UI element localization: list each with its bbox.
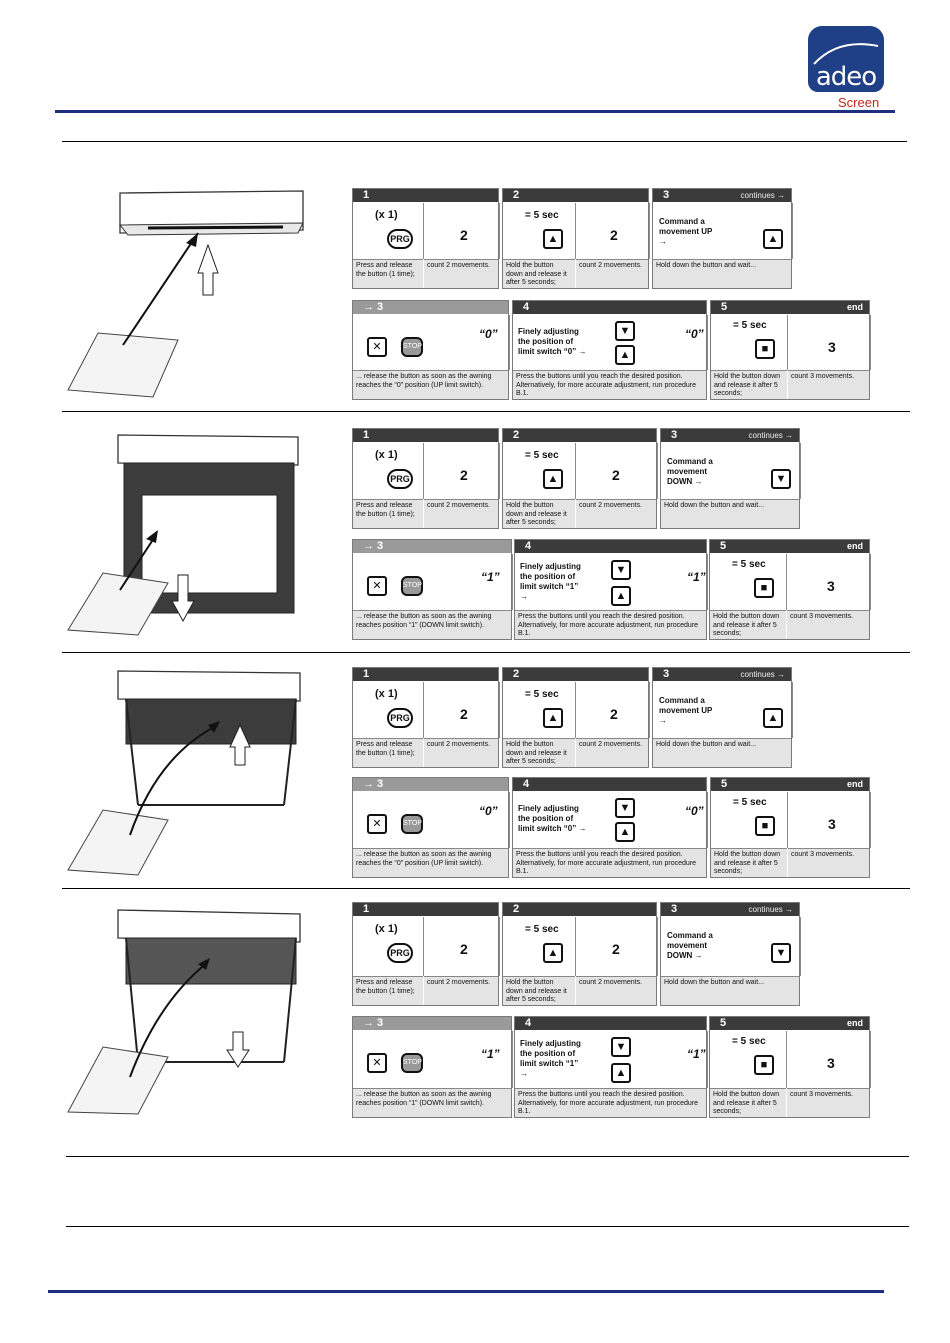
end-tag: end	[846, 779, 863, 789]
adjust-text: Finely adjusting the position of limit switch “1” →	[520, 562, 581, 601]
count-value: 2	[460, 467, 468, 483]
step-caption: count 2 movements.	[424, 499, 498, 528]
step-caption: Press the buttons until you reach the desired position. Alternatively, for more accurate adjustment, run procedure B.1.	[513, 848, 706, 877]
press-count: (x 1)	[375, 209, 398, 221]
down-button-icon: ▼	[771, 943, 791, 963]
step-number: → 3	[363, 1017, 384, 1029]
stop-sign-icon: STOP	[401, 814, 423, 834]
step-number: 5	[720, 540, 727, 552]
step-caption: count 2 movements.	[576, 738, 648, 767]
step-1-panel	[352, 188, 499, 289]
step-2-panel	[502, 428, 657, 529]
step-number: 2	[513, 189, 520, 201]
step-caption: count 3 movements.	[787, 1088, 869, 1117]
step-caption: Hold the button down and release it after 5 seconds;	[711, 848, 787, 877]
adjust-text: Finely adjusting the position of limit switch “1” →	[520, 1039, 581, 1078]
step-caption: count 3 movements.	[788, 370, 869, 399]
step-3b-panel	[352, 539, 512, 640]
step-2-panel	[502, 188, 649, 289]
step-5-panel	[710, 777, 870, 878]
stop-button-icon: ■	[755, 816, 775, 836]
step-caption: Hold the button down and release it after 5 seconds;	[503, 499, 575, 528]
brand-name: adeo	[815, 62, 877, 92]
divider-1	[62, 411, 910, 412]
command-text: Command a movement DOWN →	[667, 457, 713, 486]
position-label: “1”	[687, 1047, 706, 1061]
step-3b-panel	[352, 300, 509, 400]
step-5-panel	[709, 1016, 870, 1118]
count-value: 3	[828, 339, 836, 355]
step-caption: Press the buttons until you reach the desired position. Alternatively, for more accurate adjustment, run procedure B.1.	[515, 610, 706, 639]
release-button-icon: ✕	[367, 337, 387, 357]
divider-3	[62, 888, 910, 889]
count-value: 2	[460, 227, 468, 243]
up-button-icon: ▲	[611, 1063, 631, 1083]
continues-tag: continues →	[748, 905, 793, 914]
step-3b-panel	[352, 1016, 512, 1118]
count-value: 3	[828, 816, 836, 832]
count-value: 2	[612, 467, 620, 483]
step-3-panel	[660, 428, 800, 529]
position-label: “0”	[685, 327, 704, 341]
step-number: 1	[363, 668, 370, 680]
step-2-panel	[502, 902, 657, 1006]
step-caption: Hold the button down and release it after 5 seconds;	[503, 259, 575, 288]
step-caption: Hold down the button and wait...	[661, 499, 799, 528]
procedure-section-1	[58, 185, 908, 405]
step-3-panel	[652, 188, 792, 289]
adjust-text: Finely adjusting the position of limit switch “0” →	[518, 327, 587, 356]
step-number: 3	[671, 429, 678, 441]
step-caption: count 2 movements.	[424, 976, 498, 1005]
step-number: 3	[663, 189, 670, 201]
end-tag: end	[846, 1018, 863, 1028]
press-count: (x 1)	[375, 449, 398, 461]
step-2-panel	[502, 667, 649, 768]
bottom-rule-1	[66, 1156, 909, 1157]
step-caption: count 2 movements.	[576, 976, 656, 1005]
prg-button-icon: PRG	[387, 469, 413, 489]
step-caption: Press and release the button (1 time);	[353, 738, 423, 767]
bottom-rule-2	[66, 1226, 909, 1227]
step-number: 1	[363, 189, 370, 201]
timer-label: = 5 sec	[525, 924, 559, 935]
stop-button-icon: ■	[754, 1055, 774, 1075]
step-caption: Hold the button down and release it after 5 seconds;	[710, 1088, 786, 1117]
step-number: 2	[513, 903, 520, 915]
down-button-icon: ▼	[615, 798, 635, 818]
up-button-icon: ▲	[543, 469, 563, 489]
adjust-text: Finely adjusting the position of limit switch “0” →	[518, 804, 587, 833]
step-number: 4	[525, 1017, 532, 1029]
header-rule	[55, 110, 895, 113]
step-caption: Hold down the button and wait...	[661, 976, 799, 1005]
press-count: (x 1)	[375, 688, 398, 700]
position-label: “0”	[479, 804, 498, 818]
release-button-icon: ✕	[367, 814, 387, 834]
count-value: 3	[827, 1055, 835, 1071]
step-number: 4	[523, 301, 530, 313]
prg-button-icon: PRG	[387, 229, 413, 249]
step-number: 4	[523, 778, 530, 790]
step-1-panel	[352, 902, 499, 1006]
step-caption: Press the buttons until you reach the desired position. Alternatively, for more accurate adjustment, run procedure B.1.	[513, 370, 706, 399]
count-value: 2	[460, 706, 468, 722]
step-caption: ... release the button as soon as the awning reaches position “1” (DOWN limit switch).	[353, 1088, 511, 1117]
position-label: “1”	[687, 570, 706, 584]
command-text: Command a movement DOWN →	[667, 931, 713, 960]
step-caption: Press the buttons until you reach the desired position. Alternatively, for more accurate adjustment, run procedure B.1.	[515, 1088, 706, 1117]
timer-label: = 5 sec	[525, 210, 559, 221]
timer-label: = 5 sec	[525, 450, 559, 461]
position-label: “1”	[481, 570, 500, 584]
step-number: 5	[721, 778, 728, 790]
footer-rule	[48, 1290, 884, 1293]
step-caption: count 2 movements.	[576, 499, 656, 528]
step-caption: ... release the button as soon as the awning reaches the “0” position (UP limit switch).	[353, 370, 508, 399]
screen-raise-illustration	[58, 665, 348, 880]
step-number: 1	[363, 429, 370, 441]
continues-tag: continues →	[748, 431, 793, 440]
step-caption: Press and release the button (1 time);	[353, 259, 423, 288]
step-5-panel	[709, 539, 870, 640]
procedure-section-2	[58, 425, 908, 645]
step-5-panel	[710, 300, 870, 400]
count-value: 2	[610, 227, 618, 243]
step-4-panel	[512, 777, 707, 878]
timer-label: = 5 sec	[733, 320, 767, 331]
stop-sign-icon: STOP	[401, 1053, 423, 1073]
step-number: → 3	[363, 778, 384, 790]
press-count: (x 1)	[375, 923, 398, 935]
step-caption: ... release the button as soon as the awning reaches position “1” (DOWN limit switch).	[353, 610, 511, 639]
prg-button-icon: PRG	[387, 708, 413, 728]
step-number: → 3	[363, 301, 384, 313]
step-caption: count 3 movements.	[787, 610, 869, 639]
brand-logo	[808, 26, 884, 92]
stop-sign-icon: STOP	[401, 576, 423, 596]
prg-button-icon: PRG	[387, 943, 413, 963]
command-text: Command a movement UP →	[659, 696, 713, 725]
up-button-icon: ▲	[543, 708, 563, 728]
stop-button-icon: ■	[755, 339, 775, 359]
down-button-icon: ▼	[611, 1037, 631, 1057]
command-text: Command a movement UP →	[659, 217, 713, 246]
screen-housing-illustration	[58, 185, 348, 405]
step-number: 3	[671, 903, 678, 915]
stop-button-icon: ■	[754, 578, 774, 598]
step-3b-panel	[352, 777, 509, 878]
step-caption: count 3 movements.	[788, 848, 869, 877]
release-button-icon: ✕	[367, 1053, 387, 1073]
step-4-panel	[512, 300, 707, 400]
down-button-icon: ▼	[615, 321, 635, 341]
divider-2	[62, 652, 910, 653]
step-number: 5	[721, 301, 728, 313]
screen-lower-illustration	[58, 902, 348, 1122]
timer-label: = 5 sec	[733, 797, 767, 808]
step-number: 2	[513, 429, 520, 441]
step-caption: Hold the button down and release it after 5 seconds;	[503, 738, 575, 767]
step-3-panel	[660, 902, 800, 1006]
stop-sign-icon: STOP	[401, 337, 423, 357]
step-caption: Press and release the button (1 time);	[353, 499, 423, 528]
step-4-panel	[514, 1016, 707, 1118]
up-button-icon: ▲	[543, 229, 563, 249]
count-value: 3	[827, 578, 835, 594]
position-label: “0”	[479, 327, 498, 341]
up-button-icon: ▲	[763, 229, 783, 249]
step-caption: count 2 movements.	[424, 259, 498, 288]
step-caption: count 2 movements.	[576, 259, 648, 288]
step-caption: Hold down the button and wait...	[653, 259, 791, 288]
step-3-panel	[652, 667, 792, 768]
step-caption: Hold the button down and release it after 5 seconds;	[503, 976, 575, 1005]
procedure-section-3	[58, 665, 908, 880]
step-caption: Hold the button down and release it after 5 seconds;	[711, 370, 787, 399]
count-value: 2	[612, 941, 620, 957]
position-label: “1”	[481, 1047, 500, 1061]
step-number: → 3	[363, 540, 384, 552]
up-button-icon: ▲	[543, 943, 563, 963]
step-caption: count 2 movements.	[424, 738, 498, 767]
up-button-icon: ▲	[611, 586, 631, 606]
up-button-icon: ▲	[615, 822, 635, 842]
continues-tag: continues →	[740, 191, 785, 200]
step-caption: ... release the button as soon as the awning reaches the “0” position (UP limit switch).	[353, 848, 508, 877]
position-label: “0”	[685, 804, 704, 818]
timer-label: = 5 sec	[732, 1036, 766, 1047]
count-value: 2	[460, 941, 468, 957]
step-number: 2	[513, 668, 520, 680]
brand-subtitle: Screen	[838, 95, 880, 110]
step-number: 3	[663, 668, 670, 680]
step-1-panel	[352, 428, 499, 529]
down-button-icon: ▼	[771, 469, 791, 489]
step-1-panel	[352, 667, 499, 768]
procedure-section-4	[58, 902, 908, 1122]
up-button-icon: ▲	[615, 345, 635, 365]
step-number: 5	[720, 1017, 727, 1029]
step-caption: Hold the button down and release it after 5 seconds;	[710, 610, 786, 639]
up-button-icon: ▲	[763, 708, 783, 728]
step-number: 4	[525, 540, 532, 552]
count-value: 2	[610, 706, 618, 722]
step-caption: Hold down the button and wait...	[653, 738, 791, 767]
timer-label: = 5 sec	[525, 689, 559, 700]
end-tag: end	[846, 541, 863, 551]
down-button-icon: ▼	[611, 560, 631, 580]
top-rule	[62, 141, 907, 142]
screen-down-illustration	[58, 425, 348, 645]
release-button-icon: ✕	[367, 576, 387, 596]
end-tag: end	[846, 302, 863, 312]
step-caption: Press and release the button (1 time);	[353, 976, 423, 1005]
timer-label: = 5 sec	[732, 559, 766, 570]
step-4-panel	[514, 539, 707, 640]
continues-tag: continues →	[740, 670, 785, 679]
step-number: 1	[363, 903, 370, 915]
